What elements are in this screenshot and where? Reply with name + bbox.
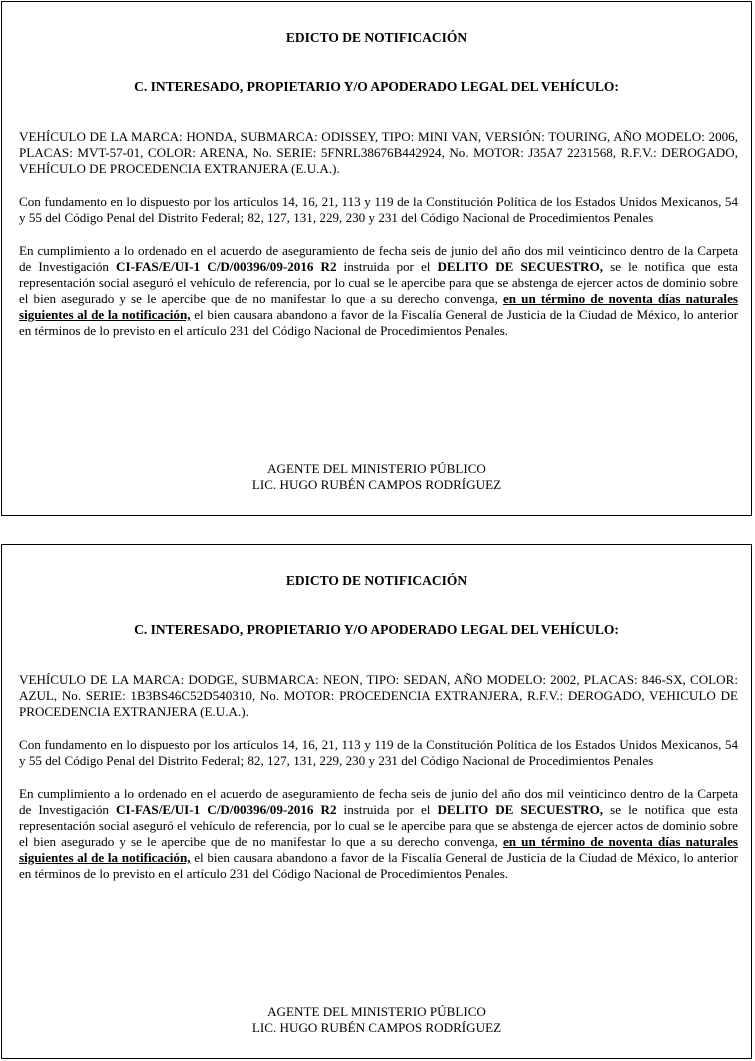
case-number: CI-FAS/E/UI-1 C/D/00396/09-2016 R2	[116, 259, 337, 274]
signer-name: LIC. HUGO RUBÉN CAMPOS RODRÍGUEZ	[251, 1020, 502, 1035]
order-paragraph	[19, 243, 738, 339]
vehicle-description: VEHÍCULO DE LA MARCA: HONDA, SUBMARCA: ODISSEY, TIPO: MINI VAN, VERSIÓN: TOURING, AÑO MODELO: 2006, PLACAS: MVT-57-01, COLOR: ARENA, No. SERIE: 5FNRL38676B442924, No. MOTOR: J35A7 2231568, R.F.V.: DEROGADO, VEHÍCULO DE PROCEDENCIA EXTRANJERA (E.U.A.).	[19, 129, 738, 176]
signer-role: AGENTE DEL MINISTERIO PÚBLICO	[267, 461, 486, 476]
legal-basis-paragraph: Con fundamento en lo dispuesto por los artículos 14, 16, 21, 113 y 119 de la Constitución Política de los Estados Unidos Mexicanos, 54 y 55 del Código Penal del Distrito Federal; 82, 127, 131, 229, 230 y 231 del Código Nacional de Procedimientos Penales	[19, 194, 738, 225]
case-number: CI-FAS/E/UI-1 C/D/00396/09-2016 R2	[116, 802, 337, 817]
signature-block	[2, 461, 751, 493]
signer-role: AGENTE DEL MINISTERIO PÚBLICO	[267, 1004, 486, 1019]
order-text-4: el bien causara abandono a favor de la Fiscalía General de Justicia de la Ciudad de México, lo anterior en términos de lo previsto en el artículo 231 del Código Nacional de Procedimientos Penales.	[19, 850, 738, 881]
edict-addressee: C. INTERESADO, PROPIETARIO Y/O APODERADO LEGAL DEL VEHÍCULO:	[134, 79, 619, 94]
order-text-2: instruida por el	[336, 259, 438, 274]
edict-body	[19, 129, 738, 356]
order-text-1: En cumplimiento a lo ordenado en el acuerdo de aseguramiento de fecha seis de junio del año dos mil veinticinco dentro de la Carpeta de Investigación	[19, 243, 738, 274]
edict-body	[19, 672, 738, 899]
order-text-4: el bien causara abandono a favor de la Fiscalía General de Justicia de la Ciudad de México, lo anterior en términos de lo previsto en el artículo 231 del Código Nacional de Procedimientos Penales.	[19, 307, 738, 338]
term-notice: en un término de noventa días naturales siguientes al de la notificación,	[19, 291, 738, 322]
edict-title: EDICTO DE NOTIFICACIÓN	[285, 30, 468, 45]
order-text-2: instruida por el	[336, 802, 438, 817]
edict-notice-honda	[1, 1, 752, 516]
crime-name: DELITO DE SECUESTRO,	[437, 802, 604, 817]
term-notice: en un término de noventa días naturales siguientes al de la notificación,	[19, 834, 738, 865]
vehicle-description: VEHÍCULO DE LA MARCA: DODGE, SUBMARCA: NEON, TIPO: SEDAN, AÑO MODELO: 2002, PLACAS: 846-SX, COLOR: AZUL, No. SERIE: 1B3BS46C52D540310, No. MOTOR: PROCEDENCIA EXTRANJERA, R.F.V.: DEROGADO, VEHICULO DE PROCEDENCIA EXTRANJERA (E.U.A.).	[19, 672, 738, 719]
order-text-3: se le notifica que esta representación social aseguró el vehículo de referencia, por lo cual se le apercibe para que se abstenga de ejercer actos de dominio sobre el bien asegurado y se le apercibe que de no manifestar lo que a su derecho convenga,	[19, 259, 738, 306]
edict-notice-dodge	[1, 544, 752, 1059]
crime-name: DELITO DE SECUESTRO,	[437, 259, 604, 274]
signature-block	[2, 1004, 751, 1036]
order-text-1: En cumplimiento a lo ordenado en el acuerdo de aseguramiento de fecha seis de junio del año dos mil veinticinco dentro de la Carpeta de Investigación	[19, 786, 738, 817]
edict-addressee: C. INTERESADO, PROPIETARIO Y/O APODERADO LEGAL DEL VEHÍCULO:	[134, 622, 619, 637]
signer-name: LIC. HUGO RUBÉN CAMPOS RODRÍGUEZ	[251, 477, 502, 492]
order-text-3: se le notifica que esta representación social aseguró el vehículo de referencia, por lo cual se le apercibe para que se abstenga de ejercer actos de dominio sobre el bien asegurado y se le apercibe que de no manifestar lo que a su derecho convenga,	[19, 802, 738, 849]
legal-basis-paragraph: Con fundamento en lo dispuesto por los artículos 14, 16, 21, 113 y 119 de la Constitución Política de los Estados Unidos Mexicanos, 54 y 55 del Código Penal del Distrito Federal; 82, 127, 131, 229, 230 y 231 del Código Nacional de Procedimientos Penales	[19, 737, 738, 768]
order-paragraph	[19, 786, 738, 882]
edict-title: EDICTO DE NOTIFICACIÓN	[285, 573, 468, 588]
